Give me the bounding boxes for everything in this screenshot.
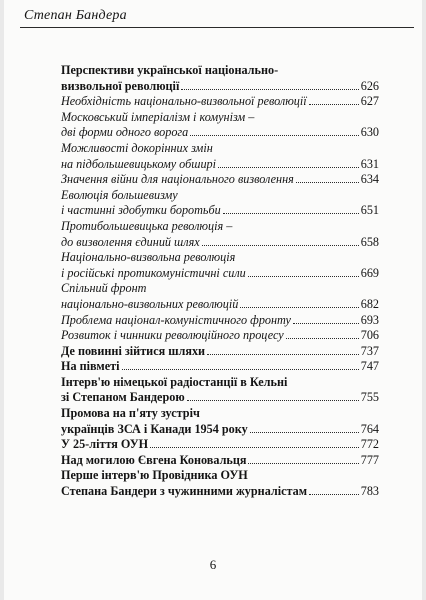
- toc-entry: [61, 281, 379, 312]
- dot-leader: [286, 337, 359, 339]
- toc-page-number: 747: [360, 359, 379, 374]
- toc-entry-title: Перше інтерв'ю Провідника ОУН: [61, 468, 248, 483]
- toc-entry: [61, 453, 379, 469]
- toc-entry: [61, 172, 379, 188]
- toc-entry-title: українців ЗСА і Канади 1954 року: [61, 421, 248, 436]
- dot-leader: [181, 88, 358, 90]
- toc-entry-title: Еволюція большевизму: [61, 187, 178, 202]
- toc-entry-title: Спільний фронт: [61, 281, 147, 296]
- toc-entry-title: Над могилою Євгена Коновальця: [61, 452, 247, 467]
- toc-page-number: 658: [360, 234, 379, 249]
- toc-entry: [61, 406, 379, 437]
- toc-entry-title: і частинні здобутки боротьби: [61, 203, 221, 218]
- toc-page-number: 772: [360, 437, 379, 452]
- toc-entry-title: визвольної революції: [61, 78, 180, 93]
- toc-entry-title: Перспективи української національно-: [61, 63, 279, 77]
- dot-leader: [207, 353, 359, 355]
- toc-entry-title: зі Степаном Бандерою: [61, 390, 185, 405]
- dot-leader: [248, 462, 358, 464]
- toc-entry-title: і російські протикомуністичні сили: [61, 265, 246, 280]
- toc-page-number: 777: [360, 452, 379, 467]
- toc-entry-title: У 25-ліття ОУН: [61, 437, 149, 452]
- toc-entry: [61, 359, 379, 375]
- toc-entry-title: Розвиток і чинники революційного процесу: [61, 328, 284, 343]
- dot-leader: [309, 493, 359, 495]
- toc-entry-title: Проблема націонал-комуністичного фронту: [61, 312, 291, 327]
- toc-entry-title: Національно-визвольна революція: [61, 250, 236, 265]
- toc-entry-title: Московський імперіалізм і комунізм –: [61, 109, 255, 124]
- book-page: [4, 0, 422, 600]
- toc-page-number: 737: [360, 343, 379, 358]
- toc-entry: [61, 141, 379, 172]
- page-number: 6: [209, 557, 217, 572]
- toc-entry-title: Промова на п'яту зустріч: [61, 406, 200, 421]
- toc-entry-title: національно-визвольних революцій: [61, 296, 239, 311]
- toc-entry: [61, 250, 379, 281]
- toc-entry-title: до визволення єдиний шлях: [61, 234, 200, 249]
- toc-entry: [61, 375, 379, 406]
- dot-leader: [240, 306, 358, 308]
- toc-entry: [61, 468, 379, 499]
- toc-entry: [61, 344, 379, 360]
- toc-entry: [61, 328, 379, 344]
- toc-entry: [61, 219, 379, 250]
- toc-page-number: 783: [360, 484, 379, 499]
- dot-leader: [293, 322, 359, 324]
- header-rule: [20, 27, 414, 28]
- dot-leader: [296, 181, 359, 183]
- toc-page-number: 682: [360, 296, 379, 311]
- toc-page-number: 651: [360, 203, 379, 218]
- dot-leader: [250, 431, 359, 433]
- toc-entry-title: дві форми одного ворога: [61, 125, 189, 140]
- dot-leader: [190, 134, 358, 136]
- toc-page-number: 764: [360, 421, 379, 436]
- toc-entry: [61, 110, 379, 141]
- dot-leader: [223, 212, 359, 214]
- toc-entry-title: Де повинні зійтися шляхи: [61, 343, 206, 358]
- toc-page-number: 626: [360, 78, 379, 93]
- toc-page-number: 706: [360, 328, 379, 343]
- toc-entry-title: на підбольшевицькому обширі: [61, 156, 217, 171]
- toc-entry-title: Необхідність національно-визвольної революції: [61, 94, 307, 109]
- toc-entry: [61, 437, 379, 453]
- toc-entry-title: Можливості докорінних змін: [61, 140, 213, 155]
- toc-entry-title: Значення війни для національного визволення: [61, 172, 294, 187]
- dot-leader: [187, 399, 359, 401]
- table-of-contents: [61, 63, 379, 500]
- toc-page-number: 627: [360, 94, 379, 109]
- toc-page-number: 634: [360, 172, 379, 187]
- running-title: Степан Бандера: [24, 8, 127, 23]
- toc-page-number: 693: [360, 312, 379, 327]
- toc-entry: [61, 188, 379, 219]
- dot-leader: [150, 446, 359, 448]
- toc-entry-title: На півметі: [61, 359, 120, 374]
- toc-entry-title: Степана Бандери з чужинними журналістам: [61, 484, 308, 499]
- toc-page-number: 630: [360, 125, 379, 140]
- dot-leader: [248, 275, 359, 277]
- toc-entry: [61, 313, 379, 329]
- toc-entry: [61, 94, 379, 110]
- toc-entry: [61, 63, 379, 94]
- toc-page-number: 755: [360, 390, 379, 405]
- toc-page-number: 631: [360, 156, 379, 171]
- dot-leader: [202, 244, 359, 246]
- dot-leader: [122, 368, 359, 370]
- dot-leader: [309, 103, 359, 105]
- toc-entry-title: Протибольшевицька революція –: [61, 218, 233, 233]
- dot-leader: [218, 166, 359, 168]
- toc-page-number: 669: [360, 265, 379, 280]
- toc-entry-title: Інтерв'ю німецької радіостанції в Кельні: [61, 374, 288, 389]
